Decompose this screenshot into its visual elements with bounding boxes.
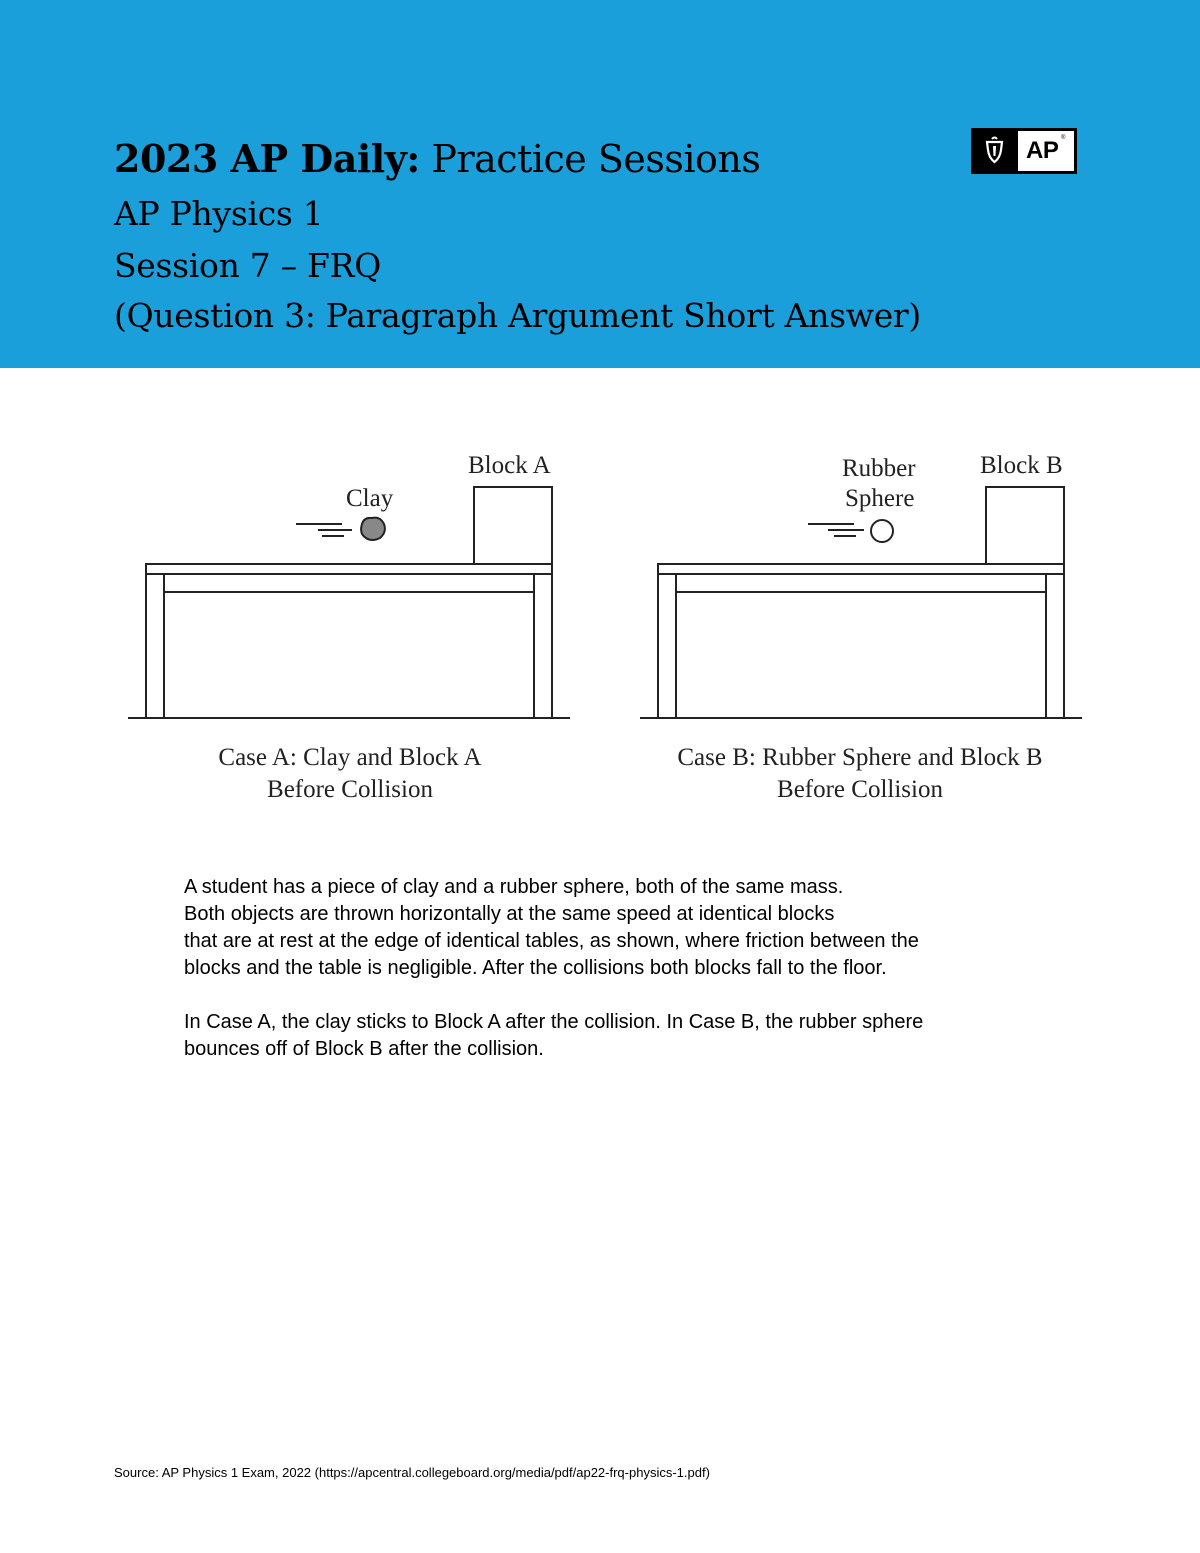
rubber-sphere — [871, 520, 893, 542]
paragraph-line: Both objects are thrown horizontally at the same speed at identical blocks — [184, 903, 835, 925]
title-bold: 2023 AP Daily: — [114, 136, 420, 181]
case-b-caption-line2: Before Collision — [777, 776, 943, 803]
paragraph-line: blocks and the table is negligible. After the collisions both blocks fall to the floor. — [184, 957, 887, 979]
source-citation: Source: AP Physics 1 Exam, 2022 (https://apcentral.collegeboard.org/media/pdf/ap22-frq-physics-1.pdf) — [114, 1465, 710, 1480]
paragraph-1 — [184, 874, 1084, 982]
logo-text: AP — [1026, 137, 1059, 164]
logo-registered-mark: ® — [1061, 135, 1066, 141]
tabletop-b — [658, 564, 1064, 574]
block-b — [986, 487, 1064, 564]
block-a — [474, 487, 552, 564]
clay-lump — [361, 518, 385, 540]
sphere-label: Sphere — [845, 485, 915, 512]
table-apron-a — [164, 574, 534, 592]
case-a-caption-line2: Before Collision — [267, 776, 433, 803]
case-b-caption-line1: Case B: Rubber Sphere and Block B — [677, 744, 1043, 771]
case-b-caption — [640, 742, 1080, 806]
table-leg-b-left — [658, 574, 676, 718]
title-regular: Practice Sessions — [419, 137, 761, 181]
table-leg-b-right — [1046, 574, 1064, 718]
question-name: (Question 3: Paragraph Argument Short Answer) — [114, 296, 921, 335]
paragraph-line: bounces off of Block B after the collision. — [184, 1038, 544, 1060]
paragraph-2 — [184, 1009, 1084, 1063]
paragraph-line: In Case A, the clay sticks to Block A after the collision. In Case B, the rubber sphere — [184, 1011, 924, 1033]
table-apron-b — [676, 574, 1046, 592]
session-name: Session 7 – FRQ — [114, 246, 381, 285]
tabletop-a — [146, 564, 552, 574]
paragraph-line: that are at rest at the edge of identical tables, as shown, where friction between the — [184, 930, 919, 952]
block-b-label: Block B — [980, 452, 1063, 479]
block-a-label: Block A — [468, 452, 551, 479]
rubber-label: Rubber — [842, 455, 916, 482]
table-leg-a-right — [534, 574, 552, 718]
paragraph-line: A student has a piece of clay and a rubber sphere, both of the same mass. — [184, 876, 844, 898]
table-leg-a-left — [146, 574, 164, 718]
case-a-caption-line1: Case A: Clay and Block A — [218, 744, 482, 771]
course-name: AP Physics 1 — [114, 194, 324, 233]
case-a-caption — [150, 742, 550, 806]
clay-label: Clay — [346, 485, 394, 512]
